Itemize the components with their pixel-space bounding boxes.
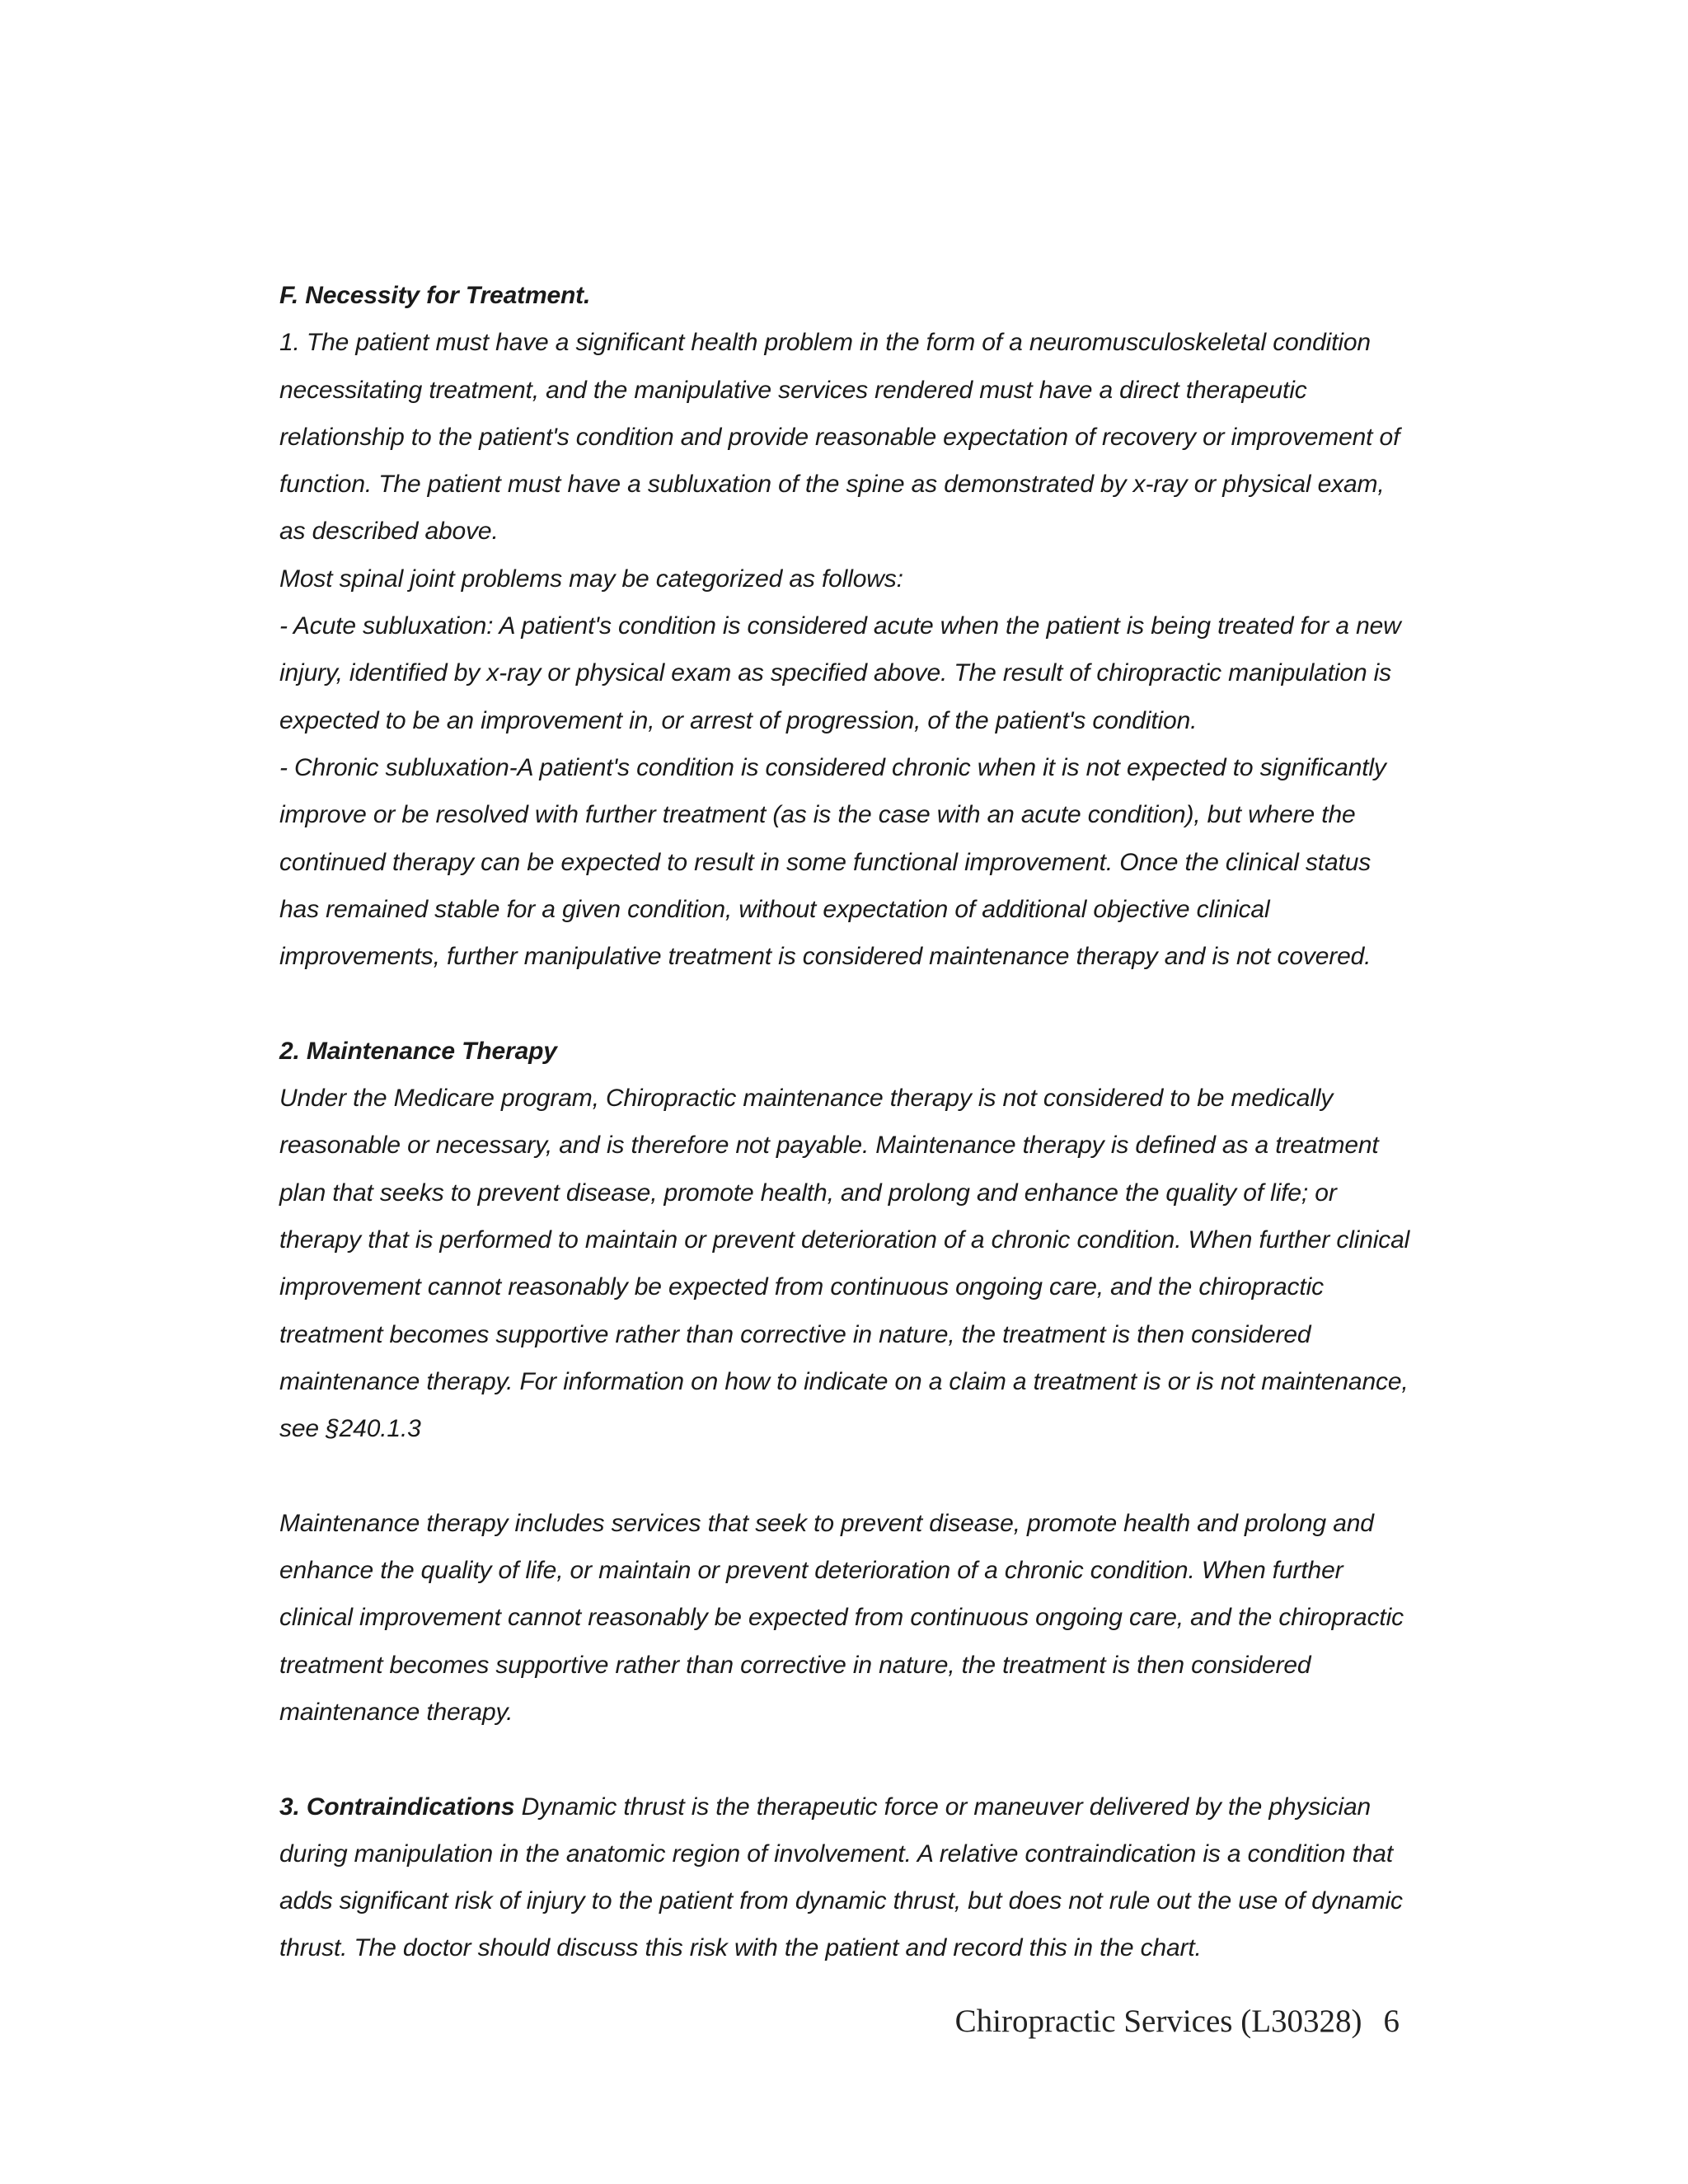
maintenance-therapy-paragraph-1: Under the Medicare program, Chiropractic maintenance therapy is not considered to be medically reasonable or necessary, and is therefore not payable. Maintenance therapy is defined as a treatment plan that seeks to prevent disease, promote health, and prolong and enhance the quality of life; or therapy that is performed to maintain or prevent deterioration of a chronic condition. When further clinical improvement cannot reasonably be expected from continuous ongoing care, and the chiropractic treatment becomes supportive rather than corrective in nature, the treatment is then considered maintenance therapy. For information on how to indicate on a claim a treatment is or is not maintenance, see §240.1.3 <box>279 1085 1410 1443</box>
footer-document-title: Chiropractic Services (L30328) <box>954 2004 1362 2039</box>
page-footer <box>955 2003 1400 2040</box>
contraindications-heading: 3. Contraindications <box>279 1793 515 1821</box>
paragraph-gap <box>279 1736 1417 1783</box>
section-f-intro: Most spinal joint problems may be categorized as follows: <box>279 565 903 593</box>
contraindications-paragraph <box>279 1783 1417 1972</box>
page-number: 6 <box>1383 2004 1400 2039</box>
chronic-subluxation-paragraph: - Chronic subluxation-A patient's condition is considered chronic when it is not expected to significantly improve or be resolved with further treatment (as is the case with an acute condition), but where the continued therapy can be expected to result in some functional improvement. Once the clinical status has remained stable for a given condition, without expectation of additional objective clinical improvements, further manipulative treatment is considered maintenance therapy and is not covered. <box>279 753 1386 971</box>
maintenance-therapy-heading: 2. Maintenance Therapy <box>279 1037 557 1065</box>
paragraph-gap <box>279 980 1417 1027</box>
maintenance-therapy-paragraph-2: Maintenance therapy includes services that seek to prevent disease, promote health and prolong and enhance the quality of life, or maintain or prevent deterioration of a chronic condition. When further clinical improvement cannot reasonably be expected from continuous ongoing care, and the chiropractic treatment becomes supportive rather than corrective in nature, the treatment is then considered maintenance therapy. <box>279 1509 1404 1726</box>
section-f-item-1: 1. The patient must have a significant health problem in the form of a neuromusculoskeletal condition necessitating treatment, and the manipulative services rendered must have a direct therapeutic relationship to the patient's condition and provide reasonable expectation of recovery or improvement of function. The patient must have a subluxation of the spine as demonstrated by x-ray or physical exam, as described above. <box>279 329 1400 546</box>
contraindications-text: Dynamic thrust is the therapeutic force or maneuver delivered by the physician during manipulation in the anatomic region of involvement. A relative contraindication is a condition that adds significant risk of injury to the patient from dynamic thrust, but does not rule out the use of dynamic thrust. The doctor should discuss this risk with the patient and record this in the chart. <box>279 1793 1403 1962</box>
paragraph-gap <box>279 1452 1417 1499</box>
document-body <box>279 272 1417 1972</box>
acute-subluxation-paragraph: - Acute subluxation: A patient's condition is considered acute when the patient is being treated for a new injury, identified by x-ray or physical exam as specified above. The result of chiropractic manipulation is expected to be an improvement in, or arrest of progression, of the patient's condition. <box>279 612 1401 734</box>
section-f-heading: F. Necessity for Treatment. <box>279 282 591 309</box>
